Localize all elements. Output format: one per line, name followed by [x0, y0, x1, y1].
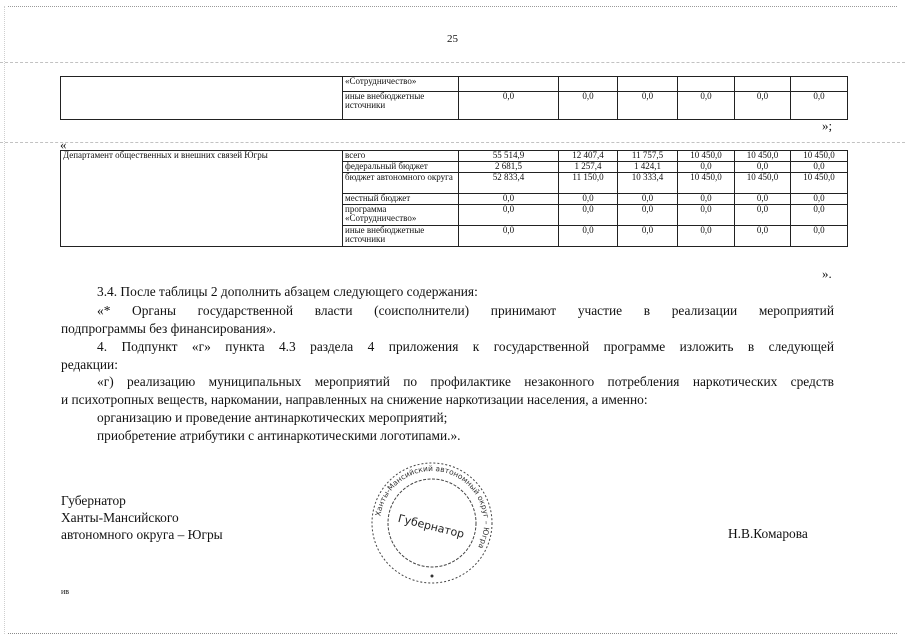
page-number: 25 — [447, 33, 458, 45]
value-cell: 0,0 — [735, 226, 791, 247]
paragraph-footnote-line-2: подпрограммы без финансирования». — [61, 321, 276, 336]
value-cell: 55 514,9 — [459, 151, 559, 162]
value-cell: 0,0 — [559, 91, 618, 119]
value-cell: 10 450,0 — [678, 173, 735, 194]
seal-ring-text: Ханты-Мансийский автономный округ – Югра — [373, 463, 492, 551]
executor-code: ив — [61, 587, 70, 596]
paragraph-3-4: 3.4. После таблицы 2 дополнить абзацем следующего содержания: — [97, 284, 478, 299]
value-cell: 0,0 — [459, 226, 559, 247]
value-cell: 2 681,5 — [459, 162, 559, 173]
official-seal — [367, 458, 497, 588]
value-cell: 0,0 — [559, 226, 618, 247]
signatory-title — [61, 492, 223, 543]
value-cell: 0,0 — [618, 91, 678, 119]
value-cell: 0,0 — [791, 226, 848, 247]
source-label: местный бюджет — [343, 194, 459, 205]
value-cell: 0,0 — [559, 205, 618, 226]
paragraph-attributes: приобретение атрибутики с антинаркотическими логотипами.». — [97, 428, 461, 443]
source-label: «Сотрудничество» — [343, 77, 459, 92]
department-budget-table — [60, 150, 848, 247]
closing-quote-mark: ». — [822, 266, 832, 281]
value-cell — [559, 77, 618, 92]
table-row — [61, 151, 848, 162]
value-cell — [618, 77, 678, 92]
value-cell: 10 450,0 — [791, 151, 848, 162]
value-cell: 0,0 — [678, 162, 735, 173]
value-cell: 0,0 — [791, 91, 848, 119]
value-cell: 0,0 — [459, 91, 559, 119]
value-cell: 0,0 — [459, 194, 559, 205]
value-cell: 11 150,0 — [559, 173, 618, 194]
source-label: иные внебюджетные источники — [343, 226, 459, 247]
value-cell: 0,0 — [618, 194, 678, 205]
value-cell: 0,0 — [735, 205, 791, 226]
value-cell: 0,0 — [618, 226, 678, 247]
source-label: программа «Сотрудничество» — [343, 205, 459, 226]
signatory-title-line: Губернатор — [61, 493, 126, 508]
value-cell: 0,0 — [678, 194, 735, 205]
value-cell — [735, 77, 791, 92]
table-row — [61, 77, 848, 92]
value-cell: 0,0 — [678, 91, 735, 119]
value-cell: 0,0 — [678, 226, 735, 247]
value-cell: 10 450,0 — [735, 151, 791, 162]
value-cell — [791, 77, 848, 92]
value-cell: 0,0 — [459, 205, 559, 226]
value-cell: 0,0 — [791, 162, 848, 173]
paragraph-footnote-line-1: «* Органы государственной власти (соисполнители) принимают участие в реализации мероприятий — [97, 303, 834, 318]
closing-quote-mark: »; — [822, 118, 833, 133]
value-cell: 1 257,4 — [559, 162, 618, 173]
page-bottom-edge — [8, 633, 897, 634]
seal-center-text: Губернатор — [396, 511, 466, 541]
value-cell: 10 450,0 — [678, 151, 735, 162]
department-name: Департамент общественных и внешних связей Югры — [61, 151, 343, 247]
source-label: бюджет автономного округа — [343, 173, 459, 194]
value-cell: 0,0 — [735, 194, 791, 205]
source-label: иные внебюджетные источники — [343, 91, 459, 119]
divider-line — [0, 142, 905, 143]
source-label: всего — [343, 151, 459, 162]
value-cell: 0,0 — [791, 205, 848, 226]
page-left-edge — [4, 6, 5, 634]
value-cell: 0,0 — [791, 194, 848, 205]
page-top-edge — [8, 6, 897, 7]
value-cell: 52 833,4 — [459, 173, 559, 194]
value-cell: 12 407,4 — [559, 151, 618, 162]
source-label: федеральный бюджет — [343, 162, 459, 173]
value-cell: 10 333,4 — [618, 173, 678, 194]
value-cell: 0,0 — [618, 205, 678, 226]
divider-line — [0, 62, 905, 63]
empty-cell — [61, 77, 343, 120]
value-cell — [459, 77, 559, 92]
value-cell: 11 757,5 — [618, 151, 678, 162]
value-cell: 1 424,1 — [618, 162, 678, 173]
value-cell — [678, 77, 735, 92]
value-cell: 10 450,0 — [791, 173, 848, 194]
signatory-title-line: автономного округа – Югры — [61, 527, 223, 542]
value-cell: 0,0 — [735, 162, 791, 173]
paragraph-item-4-line-2: редакции: — [61, 357, 118, 372]
value-cell: 0,0 — [559, 194, 618, 205]
signatory-title-line: Ханты-Мансийского — [61, 510, 179, 525]
value-cell: 0,0 — [735, 91, 791, 119]
signatory-name: Н.В.Комарова — [728, 526, 808, 541]
paragraph-events: организацию и проведение антинаркотических мероприятий; — [97, 410, 448, 425]
value-cell: 10 450,0 — [735, 173, 791, 194]
paragraph-item-4-line-1: 4. Подпункт «г» пункта 4.3 раздела 4 приложения к государственной программе изложить в следующей — [97, 339, 834, 354]
paragraph-g-line-1: «г) реализацию муниципальных мероприятий по профилактике незаконного потребления наркотических средств — [97, 374, 834, 389]
paragraph-g-line-2: и психотропных веществ, наркомании, направленных на снижение наркотизации населения, а именно: — [61, 392, 648, 407]
opening-quote-mark: « — [60, 137, 67, 152]
value-cell: 0,0 — [678, 205, 735, 226]
budget-table-continuation — [60, 76, 848, 120]
